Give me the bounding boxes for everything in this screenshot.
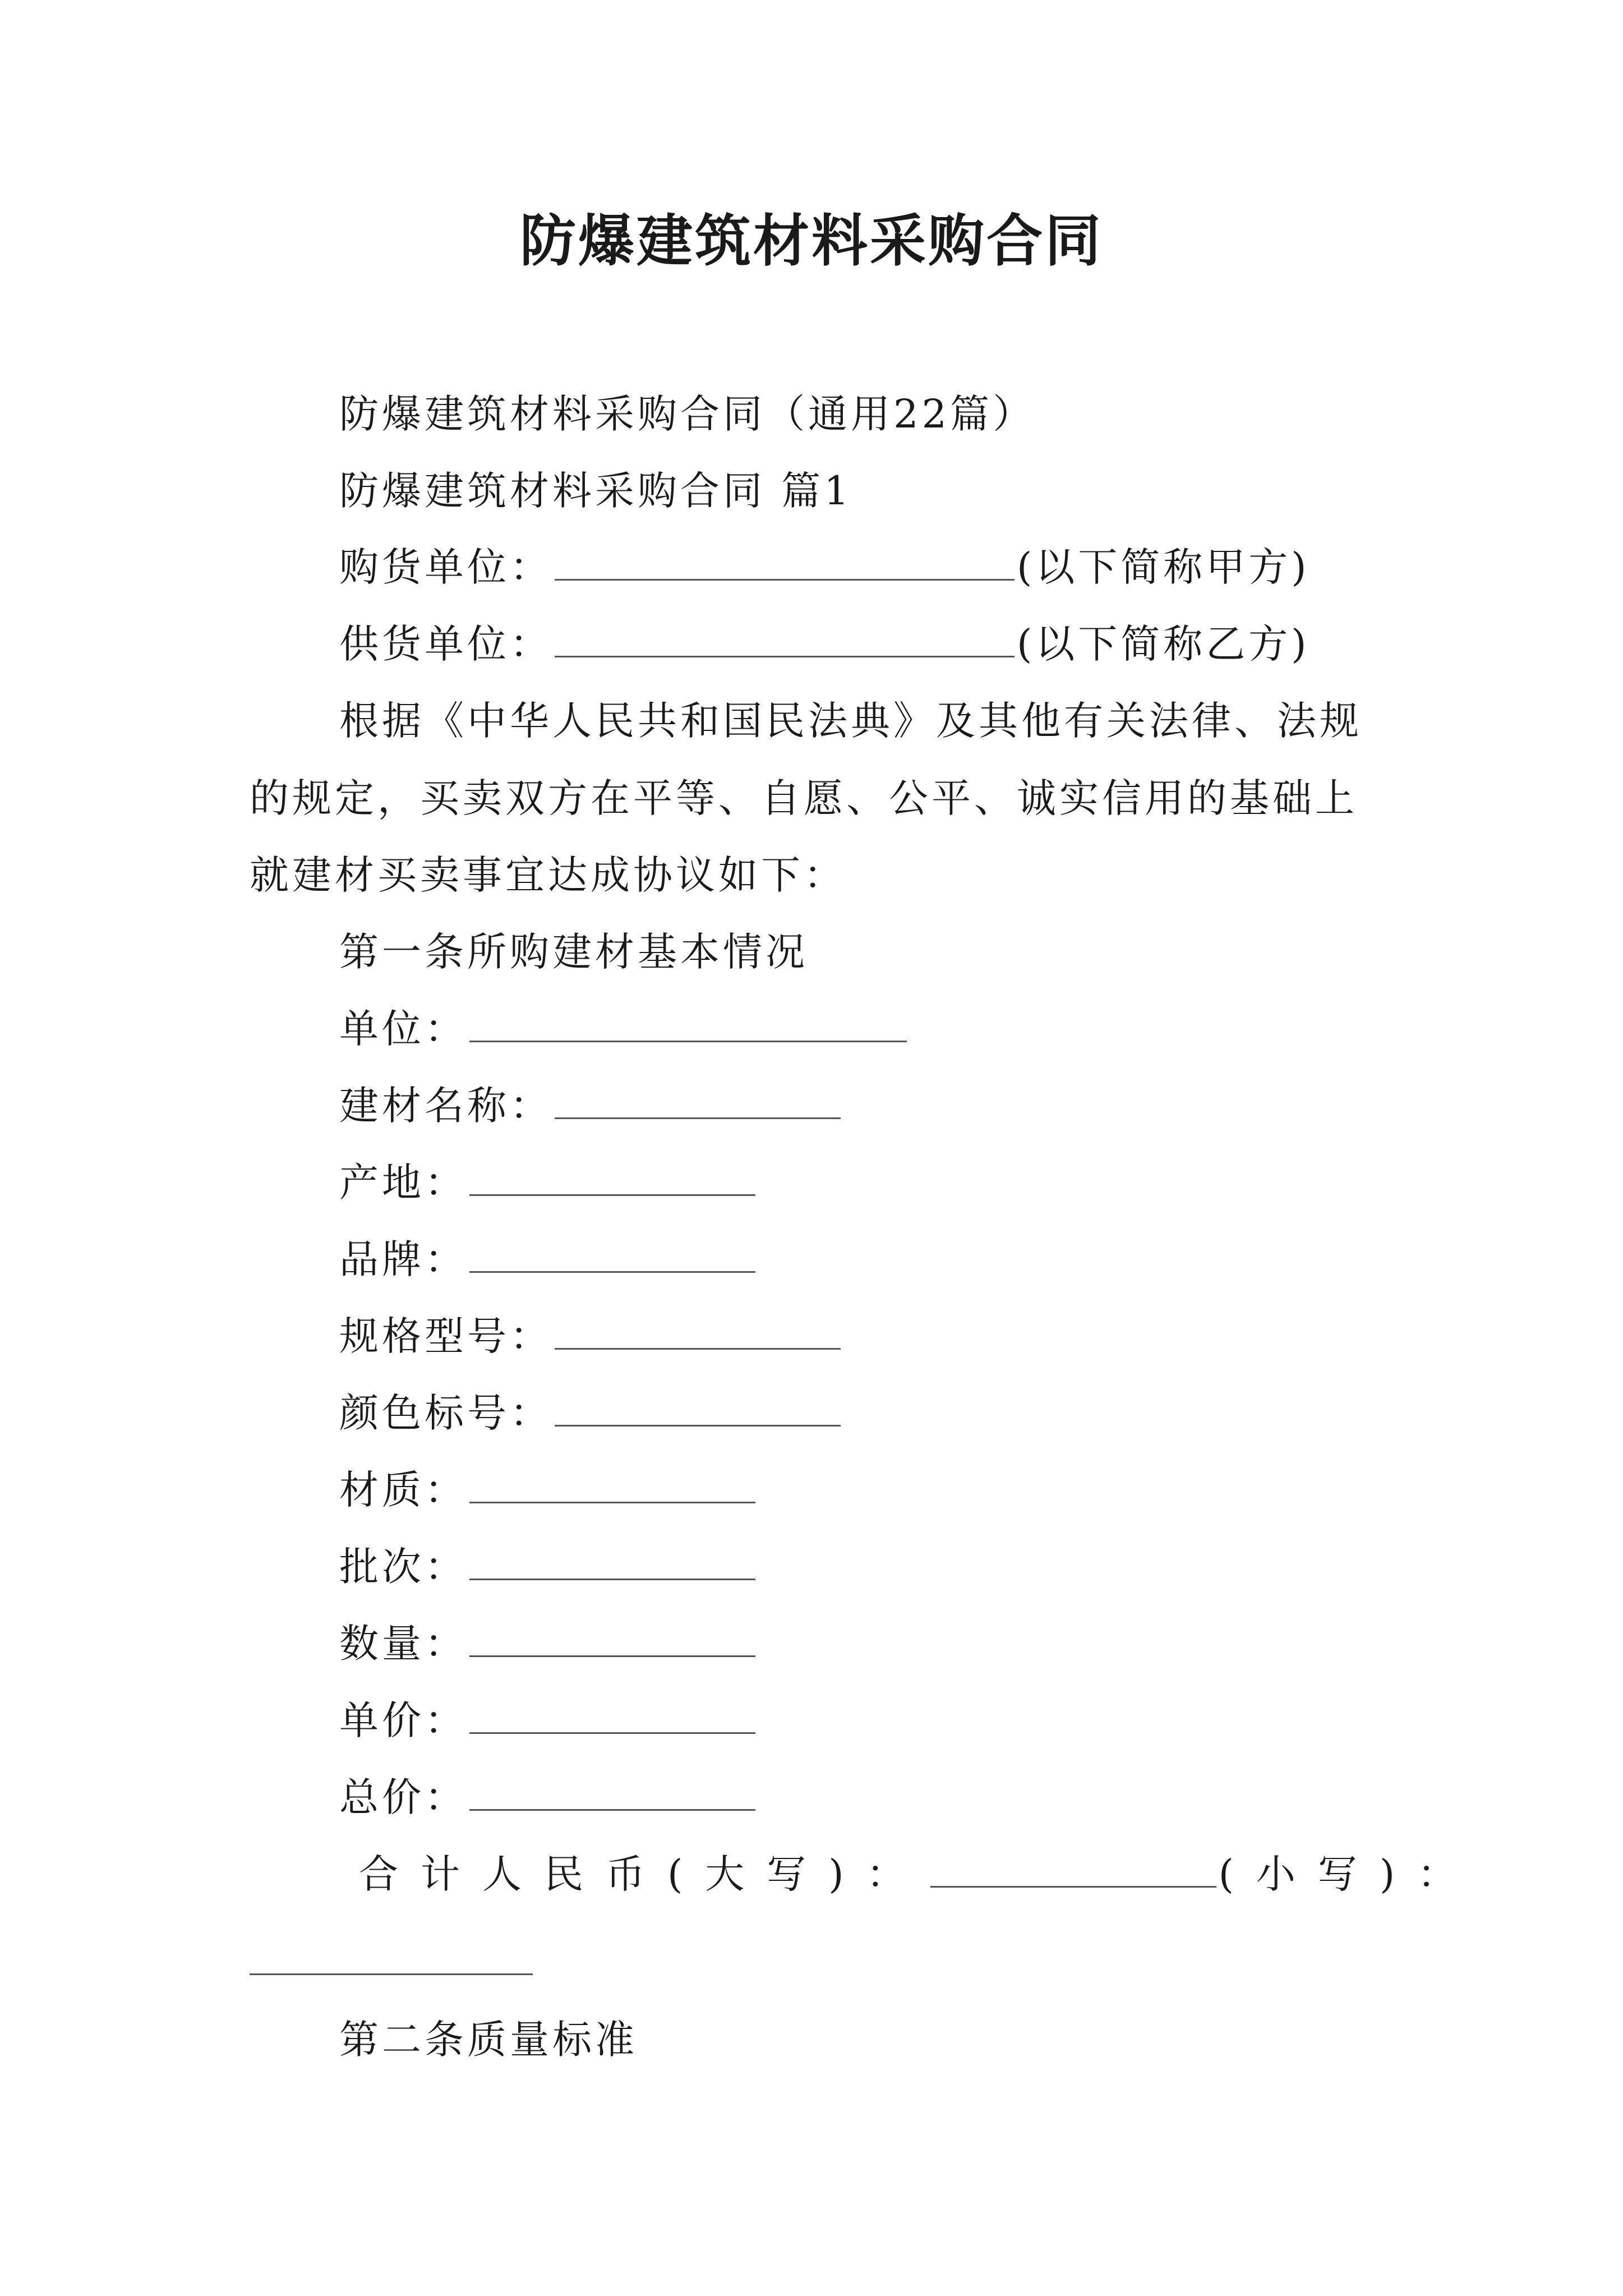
preamble-line-1: 根据《中华人民共和国民法典》及其他有关法律、法规 xyxy=(339,698,1362,744)
batch-row xyxy=(339,1539,758,1595)
buyer-blank-field[interactable] xyxy=(555,540,1015,581)
quantity-row xyxy=(339,1616,758,1672)
color-code-label: 颜色标号： xyxy=(339,1390,552,1436)
material-name-label: 建材名称： xyxy=(339,1083,552,1129)
document-title: 防爆建筑材料采购合同 xyxy=(520,208,1103,274)
quantity-label: 数量： xyxy=(339,1621,467,1667)
total-rmb-upper-blank-field[interactable] xyxy=(930,1847,1216,1888)
total-price-label: 总价： xyxy=(339,1774,467,1820)
model-row xyxy=(339,1308,843,1364)
model-blank-field[interactable] xyxy=(555,1309,841,1350)
origin-blank-field[interactable] xyxy=(469,1155,755,1196)
buyer-suffix: (以下简称甲方) xyxy=(1017,544,1310,590)
total-price-row xyxy=(339,1769,758,1825)
quantity-blank-field[interactable] xyxy=(469,1616,755,1657)
model-label: 规格型号： xyxy=(339,1313,552,1359)
total-rmb-lower-label: (小写)： xyxy=(1218,1851,1479,1897)
buyer-row xyxy=(339,539,1310,595)
unit-label: 单位： xyxy=(339,1006,467,1052)
texture-row xyxy=(339,1462,758,1518)
brand-row xyxy=(339,1231,758,1287)
unit-row xyxy=(339,1001,909,1057)
total-rmb-lower-blank-field[interactable] xyxy=(250,1973,533,1975)
total-rmb-row xyxy=(359,1846,1479,1902)
supplier-suffix: (以下简称乙方) xyxy=(1017,621,1310,667)
brand-label: 品牌： xyxy=(339,1236,467,1282)
material-name-row xyxy=(339,1078,843,1134)
document-subtitle: 防爆建筑材料采购合同（通用22篇） xyxy=(339,391,1036,437)
total-rmb-label: 合计人民币(大写)： xyxy=(359,1851,928,1897)
brand-blank-field[interactable] xyxy=(469,1232,755,1273)
supplier-row xyxy=(339,616,1310,672)
texture-blank-field[interactable] xyxy=(469,1462,755,1503)
origin-row xyxy=(339,1154,758,1211)
unit-price-row xyxy=(339,1692,758,1749)
origin-label: 产地： xyxy=(339,1159,467,1205)
batch-blank-field[interactable] xyxy=(469,1539,755,1580)
section-heading: 防爆建筑材料采购合同 篇1 xyxy=(339,468,852,514)
article1-title: 第一条所购建材基本情况 xyxy=(339,929,808,975)
unit-blank-field[interactable] xyxy=(469,1001,907,1042)
total-price-blank-field[interactable] xyxy=(469,1770,755,1811)
texture-label: 材质： xyxy=(339,1467,467,1513)
preamble-line-3: 就建材买卖事宜达成协议如下： xyxy=(250,852,846,898)
article2-title: 第二条质量标准 xyxy=(339,2017,638,2063)
material-name-blank-field[interactable] xyxy=(555,1078,841,1119)
color-code-row xyxy=(339,1385,843,1441)
preamble-line-2: 的规定，买卖双方在平等、自愿、公平、诚实信用的基础上 xyxy=(250,775,1358,821)
unit-price-label: 单价： xyxy=(339,1697,467,1743)
batch-label: 批次： xyxy=(339,1544,467,1590)
supplier-label: 供货单位： xyxy=(339,621,552,667)
supplier-blank-field[interactable] xyxy=(555,616,1015,657)
unit-price-blank-field[interactable] xyxy=(469,1693,755,1734)
buyer-label: 购货单位： xyxy=(339,544,552,590)
color-code-blank-field[interactable] xyxy=(555,1386,841,1427)
